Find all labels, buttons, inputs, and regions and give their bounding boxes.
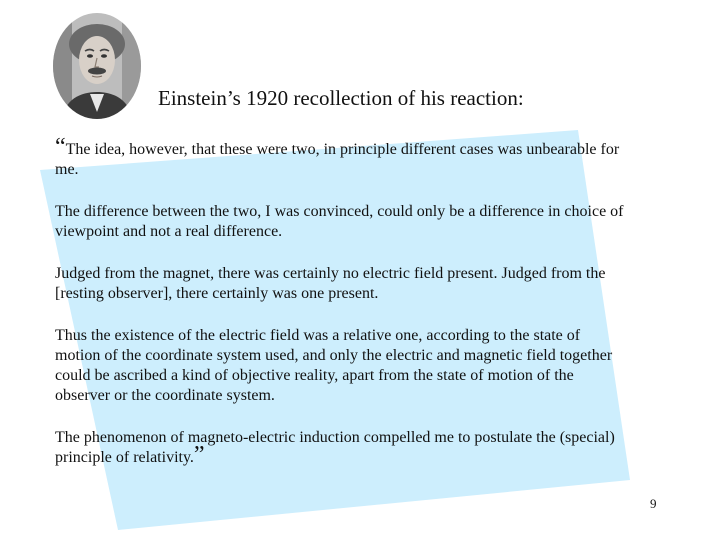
page-number: 9 — [650, 496, 657, 511]
paragraph-text: The idea, however, that these were two, in principle different cases was unbearable for me. — [55, 141, 620, 178]
quote-paragraph-3: Judged from the magnet, there was certainly no electric field present. Judged from the [resting observer], there certainly was one present. — [55, 265, 606, 302]
einstein-portrait-icon — [52, 12, 142, 120]
quote-paragraph-2: The difference between the two, I was convinced, could only be a difference in choice of viewpoint and not a real difference. — [55, 203, 624, 240]
quote-paragraph-1 — [55, 134, 625, 180]
slide-heading: Einstein’s 1920 recollection of his reaction: — [158, 86, 524, 110]
paragraph-text: The phenomenon of magneto-electric induction compelled me to postulate the (special) principle of relativity. — [55, 429, 615, 466]
quote-paragraph-4: Thus the existence of the electric field was a relative one, according to the state of motion of the coordinate system used, and only the electric and magnetic field together could be ascribed a kind of objective reality, apart from the state of motion of the observer or the coordinate system. — [55, 327, 613, 404]
open-quote-mark: “ — [55, 134, 66, 160]
close-quote-mark: ” — [193, 442, 205, 468]
quote-paragraph-5 — [55, 428, 625, 468]
quote-block — [55, 134, 625, 490]
